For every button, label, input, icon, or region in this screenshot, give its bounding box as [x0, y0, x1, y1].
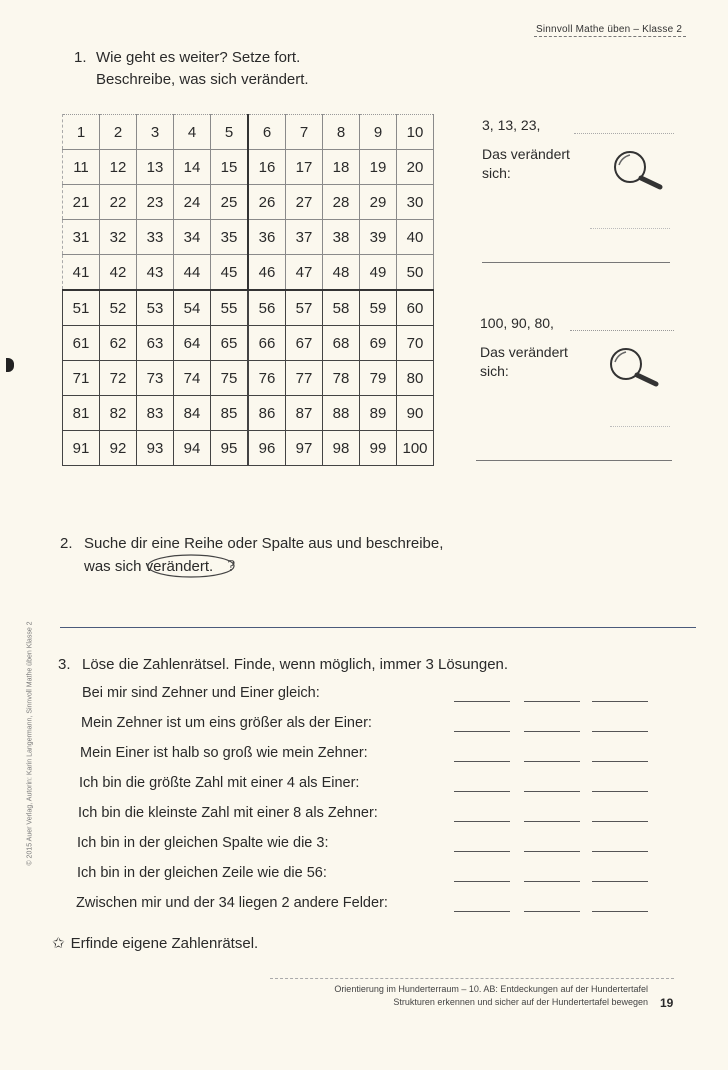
change-b-line2: sich: — [480, 363, 509, 379]
hundred-chart-cell: 98 — [323, 431, 360, 466]
hundred-chart-cell: 19 — [360, 150, 397, 185]
riddle-answer-line[interactable] — [524, 881, 580, 882]
hundred-chart-cell: 74 — [174, 361, 211, 396]
riddle-answer-line[interactable] — [524, 851, 580, 852]
hundred-chart-cell: 60 — [397, 290, 434, 326]
page-number: 19 — [660, 996, 674, 1010]
hundred-chart-cell: 13 — [137, 150, 174, 185]
riddle-text: Ich bin in der gleichen Spalte wie die 3: — [77, 835, 329, 851]
answer-line[interactable] — [476, 460, 672, 461]
hundred-chart-cell: 59 — [360, 290, 397, 326]
hundred-chart-cell: 17 — [286, 150, 323, 185]
hundred-chart-cell: 6 — [248, 115, 286, 150]
hundred-chart-cell: 84 — [174, 396, 211, 431]
hundred-chart-cell: 33 — [137, 220, 174, 255]
riddle-answer-line[interactable] — [524, 731, 580, 732]
answer-line[interactable] — [482, 262, 670, 263]
hundred-chart-cell: 40 — [397, 220, 434, 255]
hundred-chart-cell: 5 — [211, 115, 249, 150]
hundred-chart-cell: 3 — [137, 115, 174, 150]
hundred-chart-cell: 90 — [397, 396, 434, 431]
hundred-chart-cell: 82 — [100, 396, 137, 431]
hundred-chart-cell: 99 — [360, 431, 397, 466]
hundred-chart-cell: 94 — [174, 431, 211, 466]
sequence-b: 100, 90, 80, — [480, 315, 554, 331]
handwritten-circle — [146, 552, 236, 580]
hundred-chart-cell: 83 — [137, 396, 174, 431]
riddle-answer-line[interactable] — [454, 701, 510, 702]
hundred-chart-cell: 57 — [286, 290, 323, 326]
task3-instructions — [58, 654, 508, 676]
riddle-answer-line[interactable] — [592, 761, 648, 762]
hundred-chart-cell: 12 — [100, 150, 137, 185]
hundred-chart-cell: 2 — [100, 115, 137, 150]
hundred-chart — [62, 114, 434, 466]
hundred-chart-cell: 11 — [63, 150, 100, 185]
hundred-chart-cell: 28 — [323, 185, 360, 220]
hundred-chart-cell: 56 — [248, 290, 286, 326]
hundred-chart-cell: 46 — [248, 255, 286, 291]
hundred-chart-cell: 92 — [100, 431, 137, 466]
riddle-answer-line[interactable] — [592, 821, 648, 822]
hundred-chart-cell: 26 — [248, 185, 286, 220]
answer-line[interactable] — [590, 228, 670, 229]
hundred-chart-cell: 29 — [360, 185, 397, 220]
riddle-answer-line[interactable] — [524, 791, 580, 792]
hundred-chart-cell: 23 — [137, 185, 174, 220]
hundred-chart-cell: 52 — [100, 290, 137, 326]
sequence-a-continue-line[interactable] — [574, 133, 674, 134]
change-a-line1: Das verändert — [482, 146, 570, 162]
hundred-chart-cell: 30 — [397, 185, 434, 220]
task1-number: 1. — [74, 49, 87, 66]
riddle-answer-line[interactable] — [524, 821, 580, 822]
riddle-answer-line[interactable] — [524, 761, 580, 762]
hundred-chart-row — [63, 220, 434, 255]
hundred-chart-cell: 71 — [63, 361, 100, 396]
hundred-chart-cell: 61 — [63, 326, 100, 361]
hundred-chart-cell: 27 — [286, 185, 323, 220]
hundred-chart-cell: 85 — [211, 396, 249, 431]
hundred-chart-cell: 86 — [248, 396, 286, 431]
task3-intro: Löse die Zahlenrätsel. Finde, wenn möglich, immer 3 Lösungen. — [82, 656, 509, 673]
hundred-chart-cell: 8 — [323, 115, 360, 150]
sequence-a-block — [482, 116, 570, 183]
hundred-chart-row — [63, 185, 434, 220]
hundred-chart-cell: 100 — [397, 431, 434, 466]
hundred-chart-cell: 14 — [174, 150, 211, 185]
hundred-chart-cell: 63 — [137, 326, 174, 361]
hundred-chart-cell: 91 — [63, 431, 100, 466]
hundred-chart-cell: 16 — [248, 150, 286, 185]
hundred-chart-cell: 58 — [323, 290, 360, 326]
hundred-chart-cell: 93 — [137, 431, 174, 466]
hundred-chart-row — [63, 361, 434, 396]
riddle-answer-line[interactable] — [524, 701, 580, 702]
hundred-chart-cell: 88 — [323, 396, 360, 431]
hundred-chart-cell: 47 — [286, 255, 323, 291]
task1-line1: Wie geht es weiter? Setze fort. — [96, 49, 301, 66]
riddle-text: Zwischen mir und der 34 liegen 2 andere Felder: — [76, 895, 388, 911]
riddle-answer-line[interactable] — [524, 911, 580, 912]
task2-number: 2. — [60, 535, 73, 552]
hundred-chart-row — [63, 290, 434, 326]
hundred-chart-row — [63, 431, 434, 466]
task2-line2: was sich verändert. — [84, 558, 214, 575]
sequence-a: 3, 13, 23, — [482, 117, 541, 133]
riddle-text: Mein Zehner ist um eins größer als der Einer: — [81, 715, 372, 731]
answer-line[interactable] — [60, 627, 696, 628]
hundred-chart-cell: 76 — [248, 361, 286, 396]
hundred-chart-cell: 15 — [211, 150, 249, 185]
hundred-chart-cell: 32 — [100, 220, 137, 255]
task1-line2: Beschreibe, was sich verändert. — [96, 71, 309, 88]
hundred-chart-cell: 73 — [137, 361, 174, 396]
task2-line1: Suche dir eine Reihe oder Spalte aus und beschreibe, — [84, 535, 444, 552]
hundred-chart-cell: 80 — [397, 361, 434, 396]
hundred-chart-cell: 41 — [63, 255, 100, 291]
hundred-chart-cell: 50 — [397, 255, 434, 291]
task3-number: 3. — [58, 656, 71, 673]
riddle-answer-line[interactable] — [454, 731, 510, 732]
hundred-chart-cell: 1 — [63, 115, 100, 150]
change-b-line1: Das verändert — [480, 344, 568, 360]
riddle-answer-line[interactable] — [454, 881, 510, 882]
footer-divider — [270, 978, 674, 979]
hundred-chart-cell: 75 — [211, 361, 249, 396]
hundred-chart-cell: 9 — [360, 115, 397, 150]
hundred-chart-cell: 36 — [248, 220, 286, 255]
hundred-chart-cell: 42 — [100, 255, 137, 291]
hundred-chart-cell: 69 — [360, 326, 397, 361]
change-a-line2: sich: — [482, 165, 511, 181]
hundred-chart-cell: 64 — [174, 326, 211, 361]
punch-hole-mark — [6, 358, 14, 372]
handwritten-question-mark: ? — [227, 557, 236, 575]
hundred-chart-cell: 49 — [360, 255, 397, 291]
hundred-chart-cell: 39 — [360, 220, 397, 255]
hundred-chart-cell: 78 — [323, 361, 360, 396]
sequence-b-continue-line[interactable] — [570, 330, 674, 331]
hundred-chart-row — [63, 326, 434, 361]
hundred-chart-cell: 24 — [174, 185, 211, 220]
hundred-chart-cell: 55 — [211, 290, 249, 326]
riddle-answer-line[interactable] — [454, 761, 510, 762]
riddle-text: Ich bin die kleinste Zahl mit einer 8 als Zehner: — [78, 805, 378, 821]
hundred-chart-cell: 66 — [248, 326, 286, 361]
hundred-chart-cell: 18 — [323, 150, 360, 185]
riddle-answer-line[interactable] — [592, 911, 648, 912]
hundred-chart-cell: 7 — [286, 115, 323, 150]
hundred-chart-cell: 21 — [63, 185, 100, 220]
riddle-answer-line[interactable] — [592, 791, 648, 792]
hundred-chart-cell: 68 — [323, 326, 360, 361]
hundred-chart-row — [63, 255, 434, 291]
copyright-side-text: © 2015 Auer Verlag, Autorin: Karin Langermann, Sinnvoll Mathe üben Klasse 2 — [26, 621, 34, 866]
hundred-chart-cell: 77 — [286, 361, 323, 396]
magnifier-icon — [606, 344, 664, 388]
hundred-chart-cell: 31 — [63, 220, 100, 255]
riddle-answer-line[interactable] — [454, 851, 510, 852]
riddle-text: Mein Einer ist halb so groß wie mein Zehner: — [80, 745, 368, 761]
hundred-chart-cell: 96 — [248, 431, 286, 466]
task3-extra — [52, 933, 258, 955]
riddle-answer-line[interactable] — [454, 911, 510, 912]
hundred-chart-cell: 20 — [397, 150, 434, 185]
magnifier-icon — [610, 147, 668, 191]
hundred-chart-cell: 95 — [211, 431, 249, 466]
hundred-chart-cell: 62 — [100, 326, 137, 361]
hundred-chart-cell: 70 — [397, 326, 434, 361]
hundred-chart-row — [63, 396, 434, 431]
riddle-answer-line[interactable] — [592, 851, 648, 852]
hundred-chart-cell: 65 — [211, 326, 249, 361]
task3-extra-text: Erfinde eigene Zahlenrätsel. — [70, 935, 259, 952]
footer-line2: Strukturen erkennen und sicher auf der Hundertertafel bewegen — [393, 997, 648, 1007]
star-icon: ✩ — [52, 935, 65, 952]
riddle-answer-line[interactable] — [592, 731, 648, 732]
hundred-chart-cell: 10 — [397, 115, 434, 150]
hundred-chart-cell: 79 — [360, 361, 397, 396]
hundred-chart-cell: 87 — [286, 396, 323, 431]
hundred-chart-cell: 35 — [211, 220, 249, 255]
hundred-chart-cell: 45 — [211, 255, 249, 291]
riddle-text: Bei mir sind Zehner und Einer gleich: — [82, 685, 320, 701]
hundred-chart-cell: 72 — [100, 361, 137, 396]
hundred-chart-cell: 38 — [323, 220, 360, 255]
answer-line[interactable] — [610, 426, 670, 427]
riddle-text: Ich bin die größte Zahl mit einer 4 als Einer: — [79, 775, 360, 791]
hundred-chart-cell: 37 — [286, 220, 323, 255]
footer-line1: Orientierung im Hunderterraum – 10. AB: Entdeckungen auf der Hundertertafel — [334, 984, 648, 994]
hundred-chart-cell: 4 — [174, 115, 211, 150]
riddle-answer-line[interactable] — [454, 821, 510, 822]
hundred-chart-cell: 48 — [323, 255, 360, 291]
sequence-b-block — [480, 314, 568, 381]
hundred-chart-cell: 53 — [137, 290, 174, 326]
riddle-answer-line[interactable] — [592, 701, 648, 702]
hundred-chart-cell: 97 — [286, 431, 323, 466]
task1-instructions — [74, 47, 309, 91]
hundred-chart-cell: 54 — [174, 290, 211, 326]
hundred-chart-row — [63, 150, 434, 185]
hundred-chart-cell: 22 — [100, 185, 137, 220]
hundred-chart-cell: 34 — [174, 220, 211, 255]
hundred-chart-cell: 51 — [63, 290, 100, 326]
hundred-chart-cell: 43 — [137, 255, 174, 291]
riddle-text: Ich bin in der gleichen Zeile wie die 56: — [77, 865, 327, 881]
hundred-chart-cell: 67 — [286, 326, 323, 361]
hundred-chart-cell: 89 — [360, 396, 397, 431]
task2-instructions — [60, 533, 443, 578]
hundred-chart-cell: 44 — [174, 255, 211, 291]
hundred-chart-cell: 81 — [63, 396, 100, 431]
hundred-chart-row — [63, 115, 434, 150]
riddle-answer-line[interactable] — [592, 881, 648, 882]
riddle-answer-line[interactable] — [454, 791, 510, 792]
series-title: Sinnvoll Mathe üben – Klasse 2 — [534, 24, 686, 37]
hundred-chart-cell: 25 — [211, 185, 249, 220]
